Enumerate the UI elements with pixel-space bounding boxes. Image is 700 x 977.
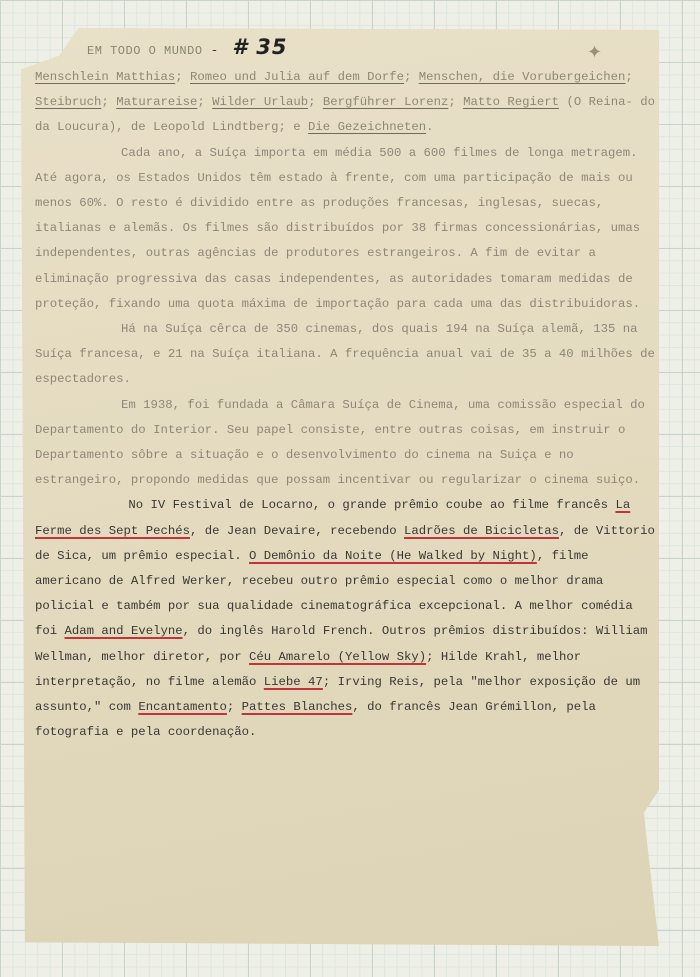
intro-text: (O Reina- — [566, 95, 633, 110]
paragraph-locarno: No IV Festival de Locarno, o grande prêmio coube ao filme francês La Ferme des Sept Pechés, de Jean Devaire, recebendo Ladrões de Bicicletas, de Vittorio de Sica, um prêmio especial. O Demônio da Noite (He Walked by Night), filme americano de Alfred Werker, recebeu outro prêmio especial como o melhor drama policial e também por sua qualidade cinematográfica excepcional. A melhor comédia foi Adam and Evelyne, do inglês Harold French. Outros prêmios distribuídos: William Wellman, melhor diretor, por Céu Amarelo (Yellow Sky); Hilde Krahl, melhor interpretação, no filme alemão Liebe 47; Irving Reis, pela "melhor exposição de um assunto," com Encantamento; Pattes Blanches, do francês Jean Grémillon, pela fotografia e pela coordenação. — [35, 498, 655, 740]
film-title: Die Gezeichneten — [308, 120, 427, 135]
page-header — [35, 35, 660, 59]
header-title: EM TODO O MUNDO — [87, 44, 203, 58]
film-title: Romeo und Julia auf dem Dorfe — [190, 70, 405, 84]
film-title-underlined: Adam and Evelyne — [64, 624, 183, 639]
film-title-underlined: Céu Amarelo (Yellow Sky) — [249, 649, 427, 664]
paragraph-cinemas: Há na Suíça cêrca de 350 cinemas, dos quais 194 na Suíça alemã, 135 na Suíça francesa, e 21 na Suíça italiana. A frequência anual vai de 35 a 40 milhões de espectadores. — [35, 322, 655, 387]
film-title-underlined: Encantamento — [138, 700, 227, 715]
film-title-underlined: Liebe 47 — [263, 674, 323, 689]
film-title: Menschen, die Vorubergeichen — [418, 70, 626, 84]
film-title: Wilder Urlaub — [212, 95, 309, 110]
page-number: # 35 — [232, 35, 288, 59]
film-title: Matto Regiert — [463, 95, 560, 110]
film-title-underlined: Pattes Blanches — [241, 700, 353, 715]
intro-paragraph: Menschlein Matthias; Romeo und Julia auf dem Dorfe; Menschen, die Vorubergeichen; Steibruch; Maturareise; Wilder Urlaub; Bergführer Lorenz; Matto Regiert (O Reina- do da Loucura), de Leopold Lindtberg; e Die Gezeichneten. — [35, 70, 656, 135]
paragraph-chamber: Em 1938, foi fundada a Câmara Suíça de Cinema, uma comissão especial do Departamento do Interior. Seu papel consiste, entre outras coisas, em instruir o Departamento sôbre a situação e o desenvolvimento do cinema na Suiça e no estrangeiro, propondo medidas que possam incentivar ou regularizar o cinema suiço. — [35, 397, 645, 488]
film-title-underlined: Ladrões de Bicicletas — [403, 523, 559, 538]
header-dash: - — [210, 43, 219, 58]
intro-text: do da Loucura), de Leopold Lindtberg; e — [35, 95, 656, 135]
film-title-underlined: O Demônio da Noite (He Walked by Night) — [249, 548, 537, 563]
margin-mark: ✦ — [587, 42, 603, 63]
film-title-underlined: La Ferme des Sept Pechés — [35, 498, 631, 538]
film-title: Maturareise — [116, 95, 198, 110]
faded-section — [35, 65, 660, 493]
film-title: Steibruch — [35, 95, 102, 110]
film-title: Bergführer Lorenz — [322, 95, 449, 110]
paragraph-imports: Cada ano, a Suíça importa em média 500 a 600 filmes de longa metragem. Até agora, os Estados Unidos têm estado à frente, com uma participação de mais ou menos 60%. O resto é dividido entre as produções francesas, inglesas, suecas, italianas e alemãs. Os filmes são distribuídos por 38 firmas concessionárias, umas independentes, outras agências de produtores estrangeiros. A fim de evitar a eliminação progressiva das casas independentes, as autoridades tomaram medidas de proteção, fixando uma quota máxima de importação para cada uma das distribuidoras. — [35, 145, 641, 311]
document-body — [35, 35, 660, 745]
locarno-section — [35, 493, 660, 745]
film-title: Menschlein Matthias — [35, 70, 176, 84]
